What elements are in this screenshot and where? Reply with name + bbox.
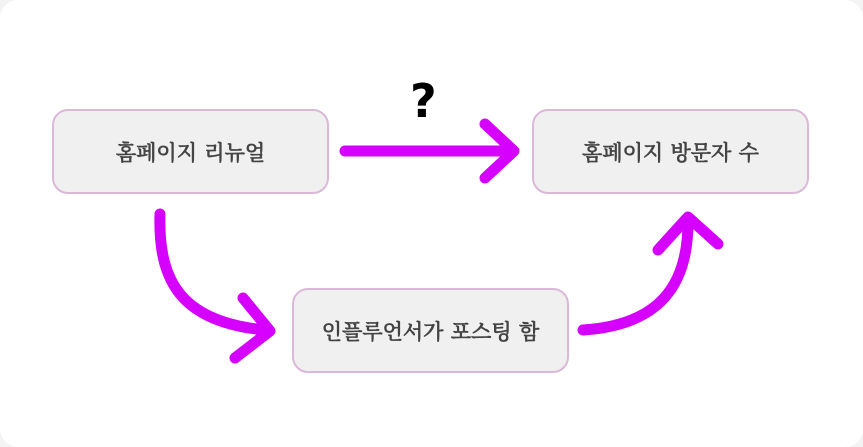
arrow-renewal-to-visitors <box>345 124 514 178</box>
node-label: 홈페이지 방문자 수 <box>582 140 759 165</box>
arrow-influencer-to-visitors <box>583 217 718 330</box>
node-label: 홈페이지 리뉴얼 <box>115 140 266 165</box>
node-homepage-renewal <box>52 109 329 194</box>
node-influencer-post <box>292 288 569 373</box>
arrow-renewal-to-influencer <box>160 214 270 358</box>
node-homepage-visitors <box>532 109 809 194</box>
question-mark: ? <box>410 74 437 128</box>
node-label: 인플루언서가 포스팅 함 <box>321 319 540 344</box>
